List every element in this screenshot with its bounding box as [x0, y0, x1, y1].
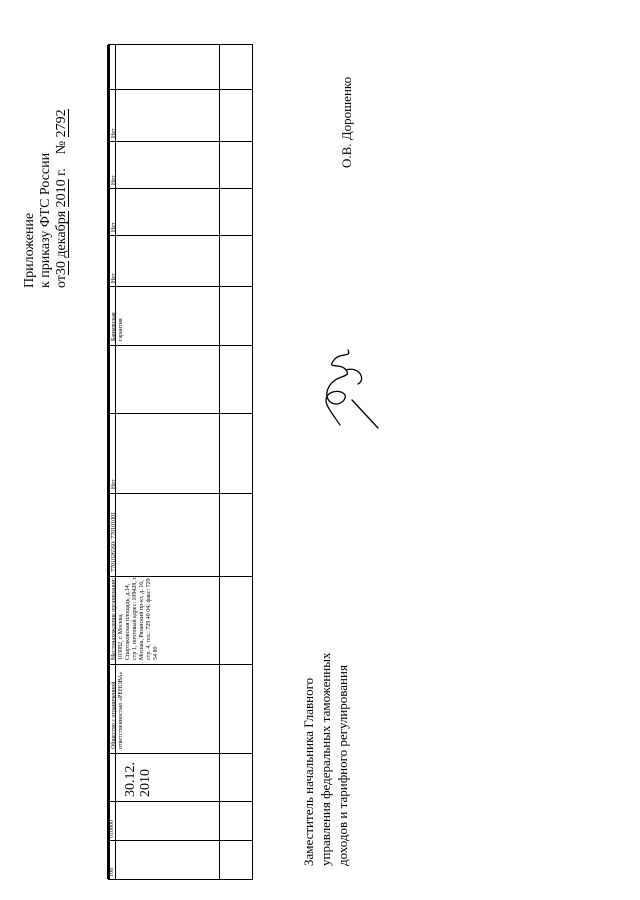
signatory-name: О.В. Дорошенко: [339, 76, 354, 168]
appendix-order-ref: к приказу ФТС России: [38, 152, 53, 288]
table-row-divider: [109, 141, 252, 142]
cell-net-2: Нет: [111, 273, 117, 283]
table-row-divider: [109, 89, 252, 90]
cell-guarantee: Банковская гарантия: [111, 312, 124, 341]
cell-net-1: Нет: [111, 479, 117, 489]
cell-net-3: Нет: [111, 222, 117, 232]
appendix-header: [22, 109, 70, 288]
order-day: 30: [54, 261, 69, 276]
table-col-divider: [107, 45, 108, 879]
signatory-title-line3: доходов и тарифного регулирования: [335, 665, 350, 866]
signatory-title-line2: управления федеральных таможенных: [318, 652, 333, 866]
table-row-divider: [109, 286, 252, 287]
table-row-divider: [109, 235, 252, 236]
appendix-date-number: от30 декабря 2010 г. № 2792: [54, 109, 69, 288]
table-row-divider: [109, 664, 252, 665]
cell-net-5: Нет: [111, 128, 117, 138]
cell-inn-kpp: 7701026560/ 770101001: [111, 511, 117, 572]
table-row-divider: [109, 801, 252, 802]
table-row-divider: [109, 493, 252, 494]
cell-organization: Общество с ограниченной ответственностью «РЕНОВА»: [111, 671, 124, 749]
registry-table: [108, 44, 253, 880]
cell-code: 010800: [109, 820, 115, 838]
order-year: 2010: [54, 179, 69, 208]
cell-date: 30.12. 2010: [123, 762, 153, 797]
cell-address: Местонахождение организации: 103082, г. Москва, Спартаковская площадь, д.14, стр 1, почтовый адрес: 109428, г. Москва, Рязанский пр-кт, д. 16, стр. 4, тел.: 729 40 04; факс: 729 54 80: [111, 576, 159, 660]
appendix-title: Приложение: [22, 212, 37, 288]
table-row-divider: [109, 345, 252, 346]
signatory-title-line1: Заместитель начальника Главного: [301, 677, 316, 866]
table-row-divider: [109, 840, 252, 841]
signatory-title: [300, 653, 351, 866]
table-row-divider: [109, 413, 252, 414]
handwritten-signature: [300, 340, 380, 430]
cell-row-number: 108: [109, 868, 115, 877]
order-month: декабря: [54, 210, 69, 258]
cell-net-4: Нет: [111, 175, 117, 185]
table-row-divider: [109, 188, 252, 189]
order-number: 2792: [54, 109, 69, 138]
